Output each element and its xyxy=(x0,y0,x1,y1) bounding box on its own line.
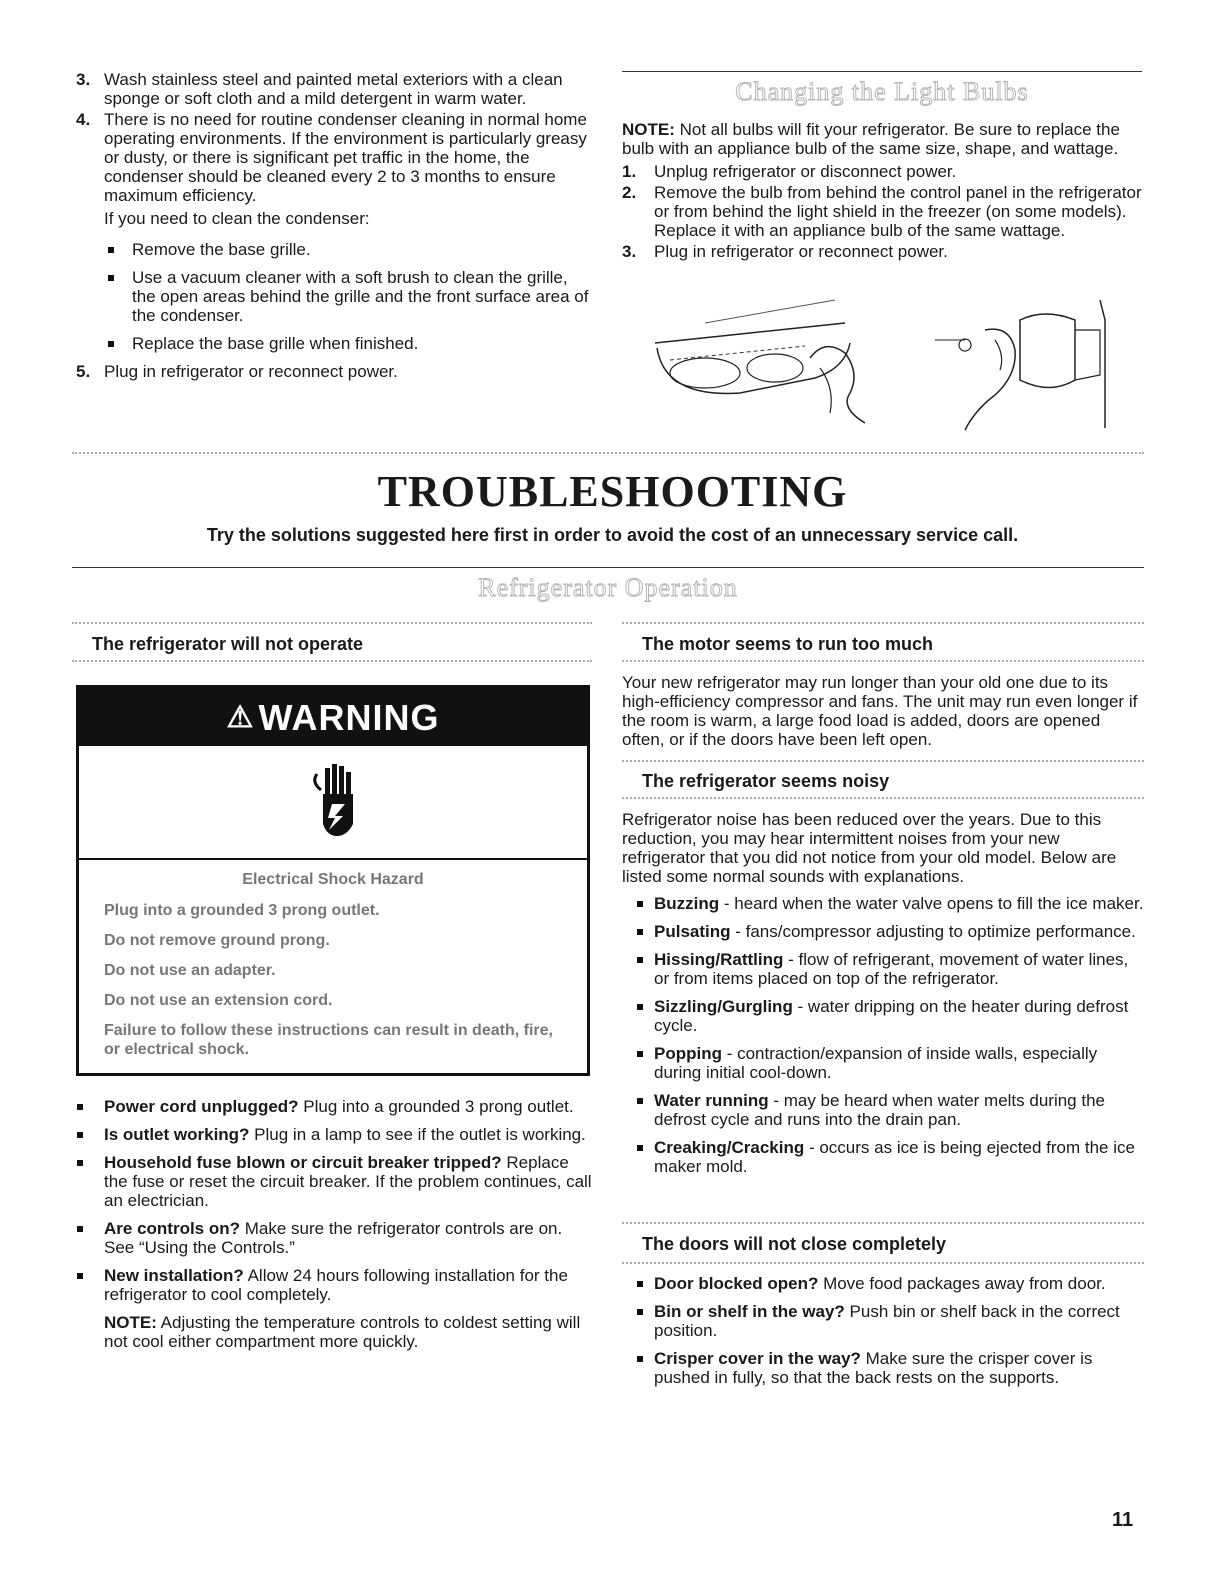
step-5: 5. Plug in refrigerator or reconnect power. xyxy=(76,362,398,381)
not-operate-heading: The refrigerator will not operate xyxy=(92,634,364,654)
page-number: 11 xyxy=(1112,1509,1134,1531)
not-operate-note: NOTE: Adjusting the temperature controls to coldest setting will not cool either compartment more quickly. xyxy=(104,1313,581,1351)
doors-item: Crisper cover in the way? Make sure the crisper cover is pushed in fully, so that the back rests on the supports. xyxy=(622,1349,1144,1387)
page-title: TROUBLESHOOTING xyxy=(377,467,848,516)
rule xyxy=(622,1262,1144,1264)
operation-rule xyxy=(72,567,1144,568)
electrical-shock-icon xyxy=(297,754,367,844)
section-heading: Refrigerator Operation xyxy=(478,573,738,602)
rule xyxy=(72,622,592,624)
step-3: 3. Wash stainless steel and painted metal exteriors with a clean sponge or soft cloth and a mild detergent in warm water. xyxy=(76,70,563,108)
condenser-intro: If you need to clean the condenser: xyxy=(104,209,370,228)
warning-line: Plug into a grounded 3 prong outlet. xyxy=(104,902,380,919)
warning-line: Do not use an extension cord. xyxy=(104,992,333,1009)
bulb-step-1: 1. Unplug refrigerator or disconnect power. xyxy=(622,162,957,181)
rule xyxy=(622,1222,1144,1224)
step-4: 4. There is no need for routine condenser cleaning in normal home operating environments. If the environment is particularly greasy or dusty, or there is significant pet traffic in the home, the condenser should be cleaned every 2 to 3 months to ensure maximum efficiency. xyxy=(76,110,587,205)
sound-item: Pulsating - fans/compressor adjusting to optimize performance. xyxy=(622,922,1144,941)
warning-line: Do not remove ground prong. xyxy=(104,932,330,949)
rule xyxy=(622,797,1144,799)
warning-header: ⚠ WARNING xyxy=(79,688,587,746)
warning-line: Failure to follow these instructions can result in death, fire, or electrical shock. xyxy=(104,1022,553,1058)
control-panel-bulb-illustration xyxy=(645,298,895,433)
doors-section xyxy=(622,1274,1144,1396)
rule xyxy=(622,760,1144,762)
warning-line: Do not use an adapter. xyxy=(104,962,276,979)
doors-heading: The doors will not close completely xyxy=(642,1234,947,1254)
bulbs-rule xyxy=(622,71,1142,72)
sound-item: Buzzing - heard when the water valve opens to fill the ice maker. xyxy=(622,894,1144,913)
motor-text: Your new refrigerator may run longer than your old one due to its high-efficiency compressor and fans. The unit may run even longer if the room is warm, a large food load is added, doors are opened often, or if the doors have been left open. xyxy=(622,673,1138,749)
step-5-text: Plug in refrigerator or reconnect power. xyxy=(104,362,398,381)
page-subtitle: Try the solutions suggested here first in order to avoid the cost of an unnecessary service call. xyxy=(206,525,1019,545)
noisy-heading: The refrigerator seems noisy xyxy=(642,771,890,791)
rule xyxy=(622,660,1144,662)
checklist-item: Are controls on? Make sure the refrigerator controls are on. See “Using the Controls.” xyxy=(62,1219,592,1257)
motor-heading: The motor seems to run too much xyxy=(642,634,934,654)
warning-box xyxy=(76,685,590,1076)
checklist-item: Household fuse blown or circuit breaker tripped? Replace the fuse or reset the circuit breaker. If the problem continues, call an electrician. xyxy=(62,1153,592,1210)
sound-item: Hissing/Rattling - flow of refrigerant, movement of water lines, or from items placed on top of the refrigerator. xyxy=(622,950,1144,988)
bulbs-section xyxy=(622,120,1147,261)
hazard-title: Electrical Shock Hazard xyxy=(242,871,424,888)
checklist-item: New installation? Allow 24 hours following installation for the refrigerator to cool completely. xyxy=(62,1266,592,1304)
bulbs-note: NOTE: Not all bulbs will fit your refrigerator. Be sure to replace the bulb with an appliance bulb of the same size, shape, and wattage. xyxy=(622,120,1120,158)
noisy-text: Refrigerator noise has been reduced over the years. Due to this reduction, you may hear intermittent noises from your new refrigerator that you did not notice from your old model. Below are listed some normal sounds with explanations. xyxy=(622,810,1117,886)
electrical-shock-icon-area xyxy=(79,746,587,858)
checklist-item: Is outlet working? Plug in a lamp to see if the outlet is working. xyxy=(62,1125,592,1144)
rule xyxy=(622,622,1144,624)
sound-item: Creaking/Cracking - occurs as ice is being ejected from the ice maker mold. xyxy=(622,1138,1144,1176)
bulbs-heading: Changing the Light Bulbs xyxy=(735,77,1029,106)
step-4-text: There is no need for routine condenser cleaning in normal home operating environments. If the environment is particularly greasy or dusty, or there is significant pet traffic in the home, the condenser should be cleaned every 2 to 3 months to ensure maximum efficiency. xyxy=(104,110,587,205)
rule xyxy=(72,660,592,662)
sound-item: Sizzling/Gurgling - water dripping on the heater during defrost cycle. xyxy=(622,997,1144,1035)
not-operate-checklist xyxy=(62,1097,592,1351)
condenser-bullet: Use a vacuum cleaner with a soft brush to clean the grille, the open areas behind the grille and the front surface area of the condenser. xyxy=(62,268,592,325)
warning-triangle-icon: ⚠ xyxy=(226,700,255,734)
doors-item: Bin or shelf in the way? Push bin or shelf back in the correct position. xyxy=(622,1302,1144,1340)
condenser-bullet: Replace the base grille when finished. xyxy=(62,334,592,353)
step-3-text: Wash stainless steel and painted metal exteriors with a clean sponge or soft cloth and a mild detergent in warm water. xyxy=(104,70,563,108)
noisy-section xyxy=(622,810,1144,1185)
checklist-item: Power cord unplugged? Plug into a grounded 3 prong outlet. xyxy=(62,1097,592,1116)
bulb-step-3: 3. Plug in refrigerator or reconnect power. xyxy=(622,242,948,261)
sound-item: Popping - contraction/expansion of inside walls, especially during initial cool-down. xyxy=(622,1044,1144,1082)
freezer-light-shield-illustration xyxy=(925,300,1110,435)
section-divider xyxy=(72,452,1144,454)
doors-item: Door blocked open? Move food packages away from door. xyxy=(622,1274,1144,1293)
sound-item: Water running - may be heard when water melts during the defrost cycle and runs into the drain pan. xyxy=(622,1091,1144,1129)
condenser-cleaning-section xyxy=(62,70,592,381)
condenser-bullet: Remove the base grille. xyxy=(62,240,592,259)
bulb-step-2: 2. Remove the bulb from behind the control panel in the refrigerator or from behind the light shield in the freezer (on some models). Replace it with an appliance bulb of the same wattage. xyxy=(622,183,1142,240)
